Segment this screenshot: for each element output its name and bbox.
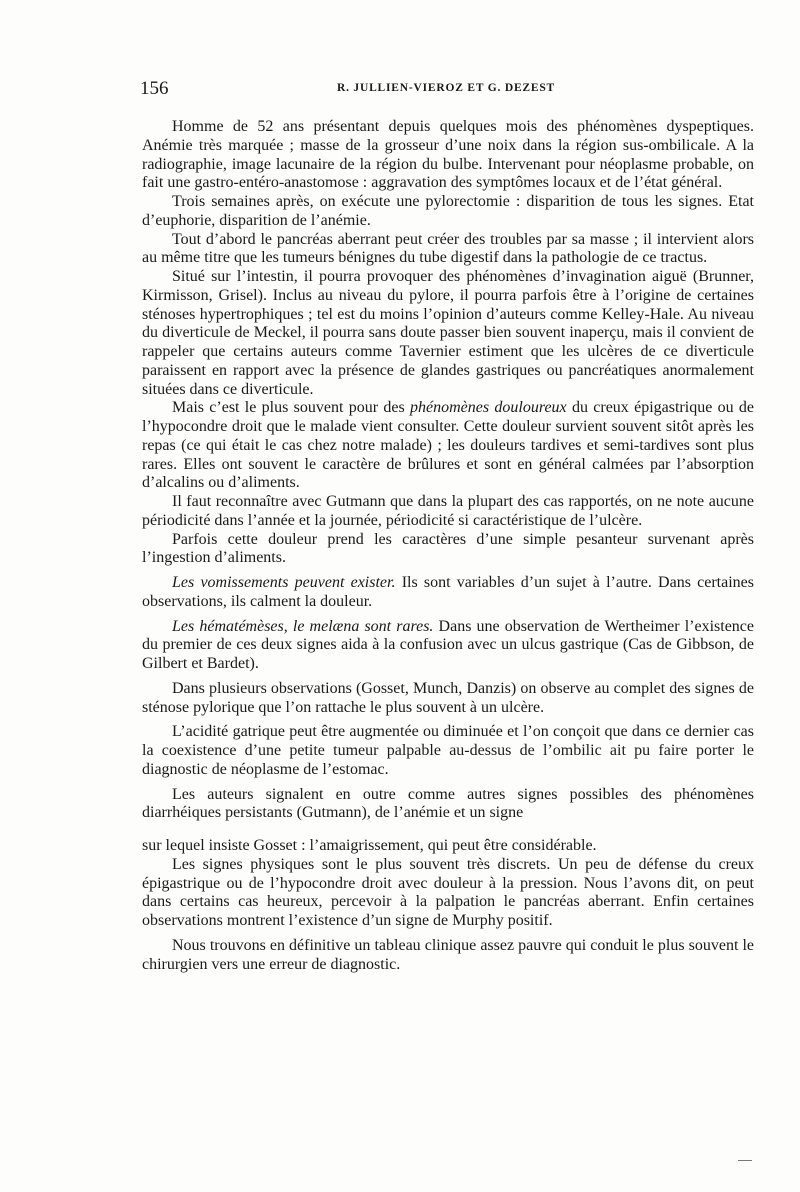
footer-rule (738, 1160, 752, 1161)
paragraph-text: L’acidité gatrique peut être augmentée ou diminuée et l’on conçoit que dans ce dernier cas la coexistence d’une petite tumeur palpable au-dessus de l’ombilic ait pu faire porter le diagnostic de néoplasme de l’estomac. (142, 723, 754, 778)
paragraph-text: Trois semaines après, on exécute une pylorectomie : disparition de tous les signes. Etat d’euphorie, disparition de l’anémie. (142, 193, 754, 229)
paragraph-mass-effect (142, 231, 754, 269)
paragraph-heaviness (142, 531, 754, 569)
paragraph-pylorectomy (142, 193, 754, 231)
paragraph-case-report (142, 118, 754, 193)
paragraph-text-after: Ils sont variables d’un sujet à l’autre. Dans certaines observations, ils calment la douleur. (142, 574, 754, 610)
paragraph-pain (142, 399, 754, 493)
paragraph-text: Les signes physiques sont le plus souvent très discrets. Un peu de défense du creux épigastrique ou de l’hypocondre droit avec douleur à la pression. Nous l’avons dit, on peut dans certains cas heureux, percevoir à la palpation le pancréas aberrant. Enfin certaines observations montrent l’existence d’un signe de Murphy positif. (142, 855, 754, 929)
paragraph-text-before: Mais c’est le plus souvent pour des (172, 399, 410, 417)
paragraph-conclusion (142, 937, 754, 975)
paragraph-text: sur lequel insiste Gosset : l’amaigrissement, qui peut être considérable. (142, 837, 597, 854)
page-number: 156 (140, 78, 169, 99)
paragraph-text: Dans plusieurs observations (Gosset, Munch, Danzis) on observe au complet des signes de sténose pylorique que l’on rattache le plus souvent à un ulcère. (142, 679, 754, 716)
paragraph-text: Il faut reconnaître avec Gutmann que dans la plupart des cas rapportés, on ne note aucune périodicité dans l’année et la journée, périodicité si caractéristique de l’ulcère. (142, 493, 754, 529)
paragraph-other-signs (142, 786, 754, 824)
paragraph-text: Nous trouvons en définitive un tableau clinique assez pauvre qui conduit le plus souvent le chirurgien vers une erreur de diagnostic. (142, 936, 754, 973)
paragraph-italic-lead: Les vomissements peuvent exister. (172, 574, 396, 591)
running-title: R. JULLIEN-VIEROZ ET G. DEZEST (336, 82, 556, 94)
body-text (142, 118, 754, 974)
paragraph-weight-loss (142, 837, 754, 856)
paragraph-location (142, 268, 754, 399)
paragraph-text-after: du creux épigastrique ou de l’hypocondre droit que le malade vient consulter. Cette douleur survient souvent sitôt après les repas (ce qui était le cas chez notre malade) ; les douleurs tardives et semi-tardives sont plus rares. Elles ont souvent le caractère de brûlures et sont en général calmées par l’absorption d’alcalins ou d’aliments. (142, 399, 754, 492)
paragraph-acidity (142, 723, 754, 779)
paragraph-italic-phrase: phénomènes douloureux (409, 399, 567, 417)
paragraph-text: Tout d’abord le pancréas aberrant peut créer des troubles par sa masse ; il intervient alors au même titre que les tumeurs bénignes du tube digestif dans la pathologie de ce tractus. (142, 230, 754, 267)
paragraph-vomiting (142, 574, 754, 612)
paragraph-text: Homme de 52 ans présentant depuis quelques mois des phénomènes dyspeptiques. Anémie très marquée ; masse de la grosseur d’une noix dans la région sus-ombilicale. A la radiographie, image lacunaire de la région du bulbe. Intervenant pour néoplasme probable, on fait une gastro-entéro-anastomose : aggravation des symptômes locaux et de l’état général. (142, 118, 754, 192)
paragraph-physical-signs (142, 856, 754, 931)
paragraph-text: Les auteurs signalent en outre comme autres signes possibles des phénomènes diarrhéiques persistants (Gutmann), de l’anémie et un signe (142, 785, 754, 822)
paragraph-text: Situé sur l’intestin, il pourra provoquer des phénomènes d’invagination aiguë (Brunner, Kirmisson, Grisel). Inclus au niveau du pylore, il pourra parfois être à l’origine de certaines sténoses hypertrophiques ; tel est du moins l’opinion d’auteurs comme Kelley-Hale. Au niveau du diverticule de Meckel, il pourra sans doute passer bien souvent inaperçu, mais il convient de rappeler que certains auteurs comme Tavernier estiment que les ulcères de ce diverticule paraissent en rapport avec la présence de glandes gastriques ou pancréatiques anormalement situées dans ce diverticule. (142, 268, 754, 398)
paragraph-periodicity (142, 493, 754, 531)
paragraph-text-after: Dans une observation de Wertheimer l’existence du premier de ces deux signes aida à la confusion avec un ulcus gastrique (Cas de Gibbson, de Gilbert et Bardet). (142, 617, 754, 672)
running-head (140, 78, 752, 102)
paragraph-hematemesis (142, 618, 754, 674)
paragraph-stenosis (142, 680, 754, 718)
paragraph-italic-lead: Les hématémèses, le melæna sont rares. (172, 617, 434, 635)
paragraph-text: Parfois cette douleur prend les caractères d’une simple pesanteur survenant après l’ingestion d’aliments. (142, 530, 754, 567)
